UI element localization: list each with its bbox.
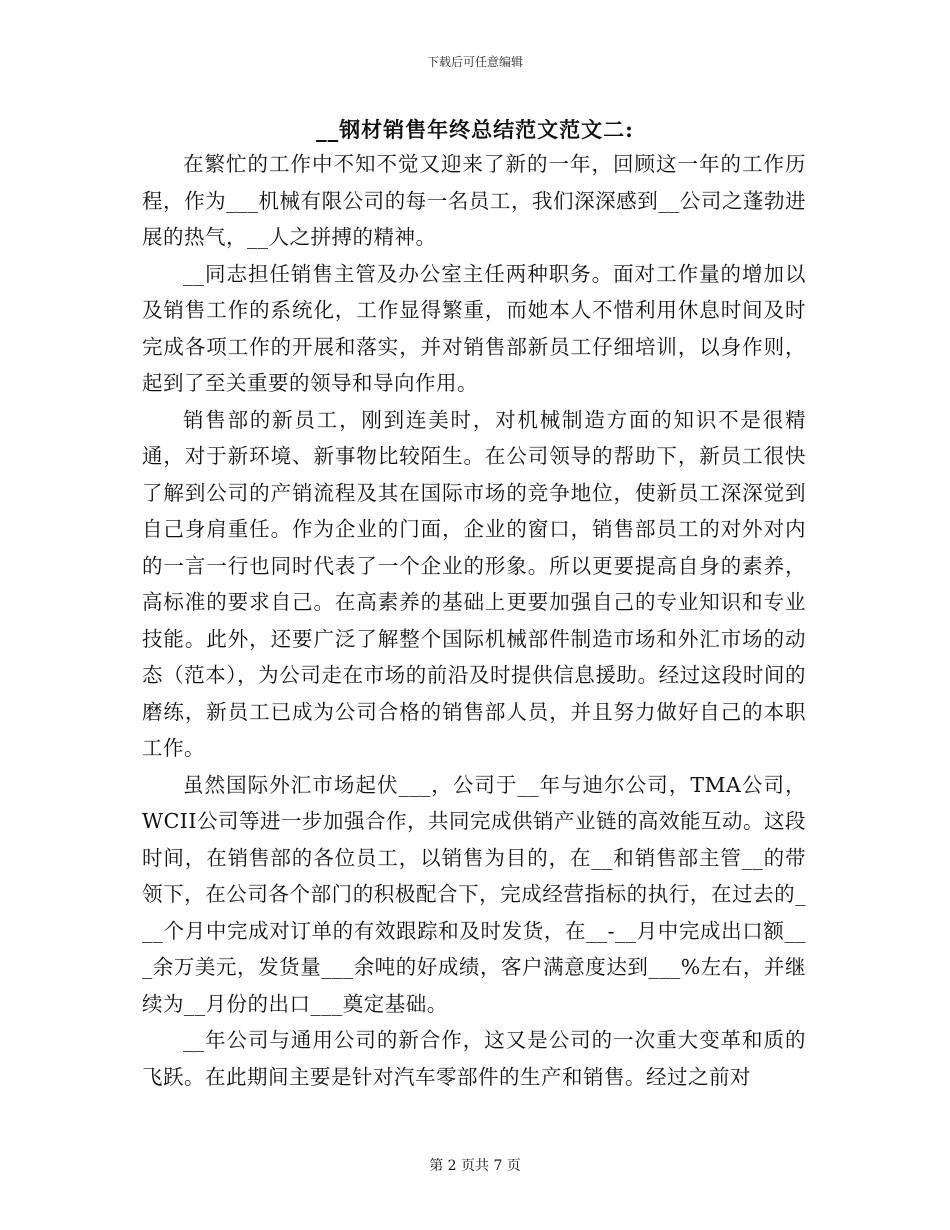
paragraph: 销售部的新员工，刚到连美时，对机械制造方面的知识不是很精通，对于新环境、新事物比较陌生。在公司领导的帮助下，新员工很快了解到公司的产销流程及其在国际市场的竞争地位，使新员工深深觉到自己身肩重任。作为企业的门面，企业的窗口，销售部员工的对外对内的一言一行也同时代表了一个企业的形象。所以更要提高自身的素养，高标准的要求自己。在高素养的基础上更要加强自己的专业知识和专业技能。此外，还要广泛了解整个国际机械部件制造市场和外汇市场的动态（范本），为公司走在市场的前沿及时提供信息援助。经过这段时间的磨练，新员工已成为公司合格的销售部人员，并且努力做好自己的本职工作。 bbox=[142, 407, 806, 760]
paragraph: 在繁忙的工作中不知不觉又迎来了新的一年，回顾这一年的工作历程，作为___机械有限公司的每一名员工，我们深深感到__公司之蓬勃进展的热气，__人之拼搏的精神。 bbox=[142, 152, 806, 249]
header-note: 下载后可任意编辑 bbox=[426, 55, 523, 69]
document-body bbox=[142, 146, 806, 1095]
paragraph: 虽然国际外汇市场起伏___，公司于__年与迪尔公司，TMA公司，WCII公司等进一步加强合作，共同完成供销产业链的高效能互动。这段时间，在销售部的各位员工，以销售为目的，在__和销售部主管__的带领下，在公司各个部门的积极配合下，完成经营指标的执行，在过去的___个月中完成对订单的有效跟踪和及时发货，在__-__月中完成出口额___余万美元，发货量___余吨的好成绩，客户满意度达到___%左右，并继续为__月份的出口___奠定基础。 bbox=[142, 772, 806, 1016]
paragraph: __年公司与通用公司的新合作，这又是公司的一次重大变革和质的飞跃。在此期间主要是针对汽车零部件的生产和销售。经过之前对 bbox=[142, 1028, 806, 1089]
document-title: __钢材销售年终总结范文范文二: bbox=[316, 117, 634, 142]
paragraph: __同志担任销售主管及办公室主任两种职务。面对工作量的增加以及销售工作的系统化，工作显得繁重，而她本人不惜利用休息时间及时完成各项工作的开展和落实，并对销售部新员工仔细培训，以身作则，起到了至关重要的领导和导向作用。 bbox=[142, 261, 806, 395]
page-footer: 第 2 页共 7 页 bbox=[429, 1158, 521, 1174]
